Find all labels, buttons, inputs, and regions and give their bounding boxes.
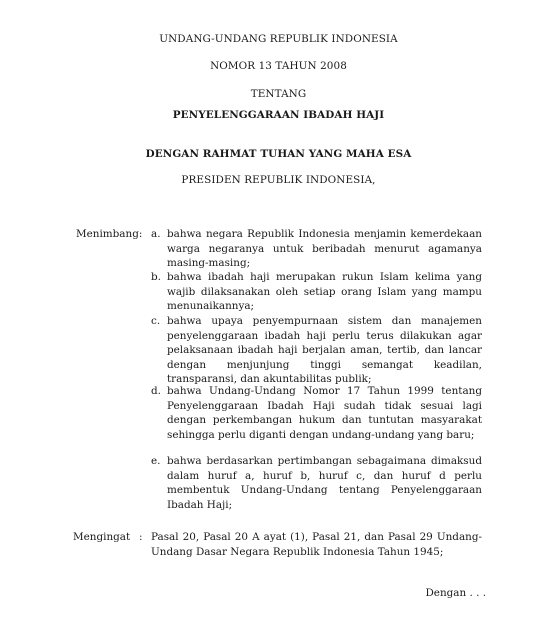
menimbang-item-a-marker: a. [151, 228, 161, 240]
menimbang-item-c-marker: c. [151, 315, 161, 327]
mengingat-text: Pasal 20, Pasal 20 A ayat (1), Pasal 21, dan Pasal 29 Undang-Undang Dasar Negara Republik Indonesia Tahun 1945; [151, 531, 482, 558]
menimbang-item-d-marker: d. [151, 385, 161, 397]
page-continuation: Dengan . . . [425, 587, 486, 599]
document-title: UNDANG-UNDANG REPUBLIK INDONESIA [159, 33, 398, 45]
mengingat-label: Mengingat [73, 531, 131, 543]
document-subject: PENYELENGGARAAN IBADAH HAJI [172, 109, 385, 121]
menimbang-label: Menimbang: [76, 228, 143, 240]
about-label: TENTANG [250, 88, 307, 100]
document-number: NOMOR 13 TAHUN 2008 [210, 60, 347, 72]
menimbang-item-e: bahwa berdasarkan pertimbangan sebagaimana dimaksud dalam huruf a, huruf b, huruf c, dan huruf d perlu membentuk Undang-Undang tentang Penyelenggaraan Ibadah Haji; [167, 455, 482, 511]
blessing-line: DENGAN RAHMAT TUHAN YANG MAHA ESA [145, 148, 412, 160]
menimbang-item-a: bahwa negara Republik Indonesia menjamin kemerdekaan warga negaranya untuk beribadah menurut agamanya masing-masing; [167, 228, 482, 270]
menimbang-item-b-marker: b. [151, 271, 161, 283]
mengingat-colon: : [139, 531, 143, 543]
president-line: PRESIDEN REPUBLIK INDONESIA, [181, 174, 376, 186]
menimbang-item-b: bahwa ibadah haji merupakan rukun Islam kelima yang wajib dilaksanakan oleh setiap orang Islam yang mampu menunaikannya; [167, 271, 482, 313]
menimbang-item-e-marker: e. [151, 455, 161, 467]
menimbang-item-c: bahwa upaya penyempurnaan sistem dan manajemen penyelenggaraan ibadah haji perlu terus dilakukan agar pelaksanaan ibadah haji berjalan aman, tertib, dan lancar dengan menjunjung tinggi semangat keadilan, transparansi, dan akuntabilitas publik; [167, 315, 482, 386]
menimbang-item-d: bahwa Undang-Undang Nomor 17 Tahun 1999 tentang Penyelenggaraan Ibadah Haji sudah tidak sesuai lagi dengan perkembangan hukum dan tuntutan masyarakat sehingga perlu diganti dengan undang-undang yang baru; [167, 385, 482, 441]
